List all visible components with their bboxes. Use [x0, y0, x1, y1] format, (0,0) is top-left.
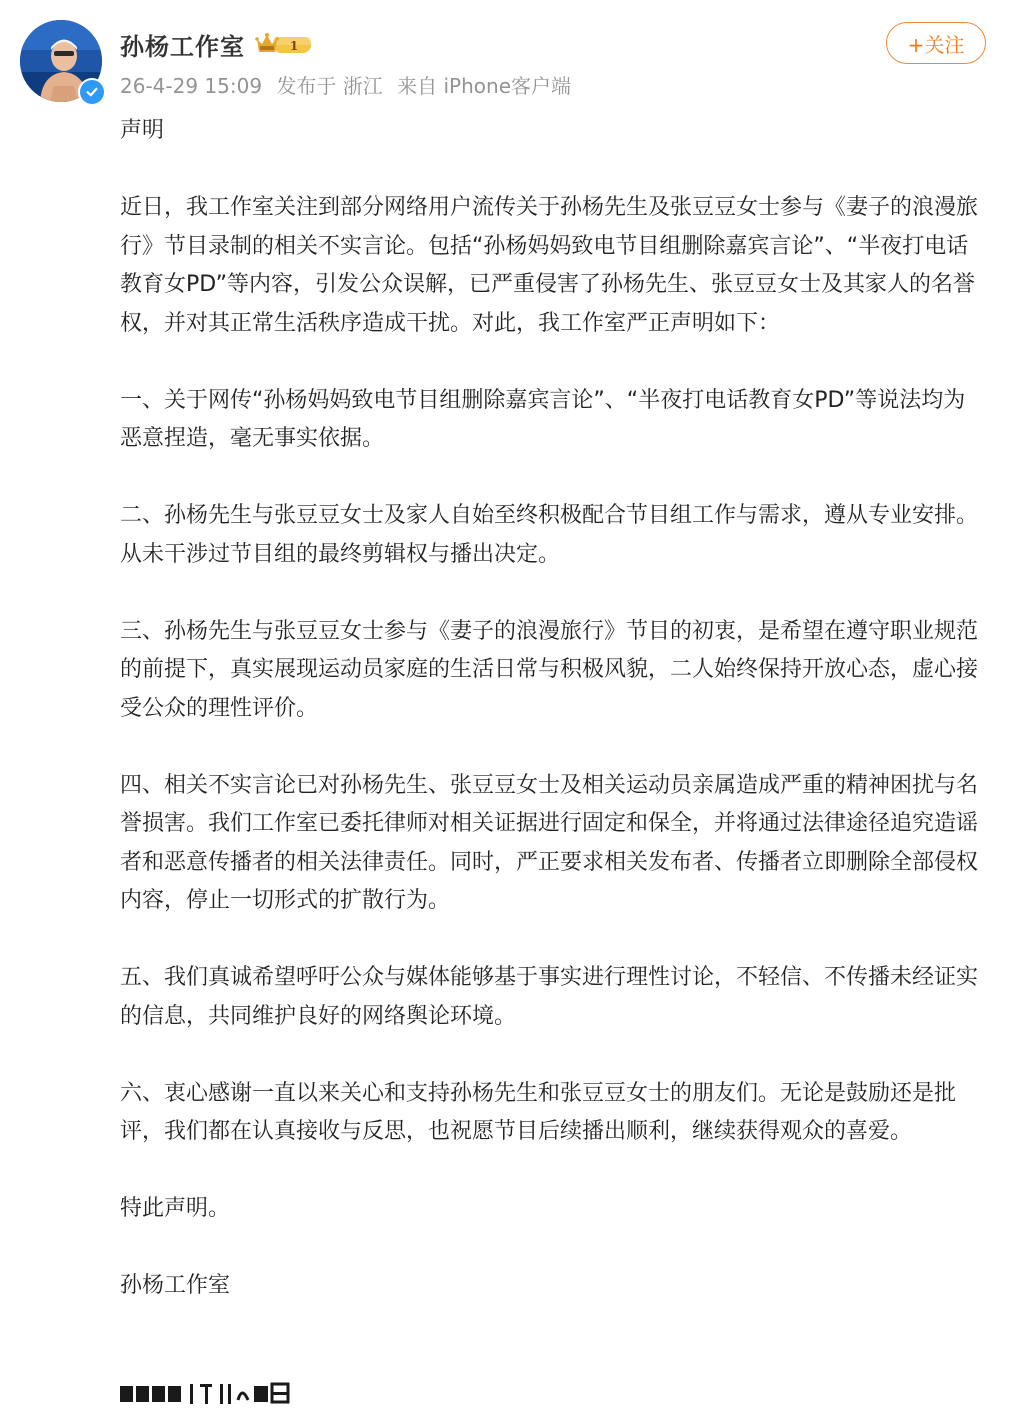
statement-point-5: 五、我们真诚希望呼吁公众与媒体能够基于事实进行理性讨论，不轻信、不传播未经证实的信息，共同维护良好的网络舆论环境。	[120, 965, 979, 1029]
post-meta	[120, 70, 579, 99]
user-header	[120, 26, 313, 62]
post-content	[120, 112, 986, 1306]
crown-vip-icon[interactable]	[255, 30, 313, 58]
statement-intro: 近日，我工作室关注到部分网络用户流传关于孙杨先生及张豆豆女士参与《妻子的浪漫旅行》节目录制的相关不实言论。包括“孙杨妈妈致电节目组删除嘉宾言论”、“半夜打电话教育女PD”等内容，引发公众误解，已严重侵害了孙杨先生、张豆豆女士及其家人的名誉权，并对其正常生活秩序造成干扰。对此，我工作室严正声明如下：	[120, 195, 979, 336]
post-source: 来自 iPhone客户端	[397, 74, 572, 98]
user-name[interactable]: 孙杨工作室	[120, 32, 245, 61]
verified-badge-icon	[78, 78, 106, 106]
follow-button[interactable]: +关注	[886, 22, 986, 64]
post-time[interactable]: 26-4-29 15:09	[120, 74, 263, 98]
post-location: 发布于 浙江	[276, 74, 383, 98]
statement-title: 声明	[120, 118, 165, 143]
statement-signature: 孙杨工作室	[120, 1273, 231, 1298]
statement-point-4: 四、相关不实言论已对孙杨先生、张豆豆女士及相关运动员亲属造成严重的精神困扰与名誉损害。我们工作室已委托律师对相关证据进行固定和保全，并将通过法律途径追究造谣者和恶意传播者的相关法律责任。同时，严正要求相关发布者、传播者立即删除全部侵权内容，停止一切形式的扩散行为。	[120, 772, 979, 913]
statement-point-3: 三、孙杨先生与张豆豆女士参与《妻子的浪漫旅行》节目的初衷，是希望在遵守职业规范的前提下，真实展现运动员家庭的生活日常与积极风貌，二人始终保持开放心态，虚心接受公众的理性评价。	[120, 618, 979, 721]
statement-point-6: 六、衷心感谢一直以来关心和支持孙杨先生和张豆豆女士的朋友们。无论是鼓励还是批评，我们都在认真接收与反思，也祝愿节目后续播出顺利，继续获得观众的喜爱。	[120, 1080, 957, 1144]
avatar[interactable]	[20, 20, 102, 102]
statement-closing: 特此声明。	[120, 1196, 231, 1221]
vip-level: 1	[289, 39, 299, 53]
statement-point-2: 二、孙杨先生与张豆豆女士及家人自始至终积极配合节目组工作与需求，遵从专业安排。从未干涉过节目组的最终剪辑权与播出决定。	[120, 503, 979, 567]
statement-point-1: 一、关于网传“孙杨妈妈致电节目组删除嘉宾言论”、“半夜打电话教育女PD”等说法均为恶意捏造，毫无事实依据。	[120, 387, 966, 451]
signature-date-graphic	[120, 1380, 300, 1406]
